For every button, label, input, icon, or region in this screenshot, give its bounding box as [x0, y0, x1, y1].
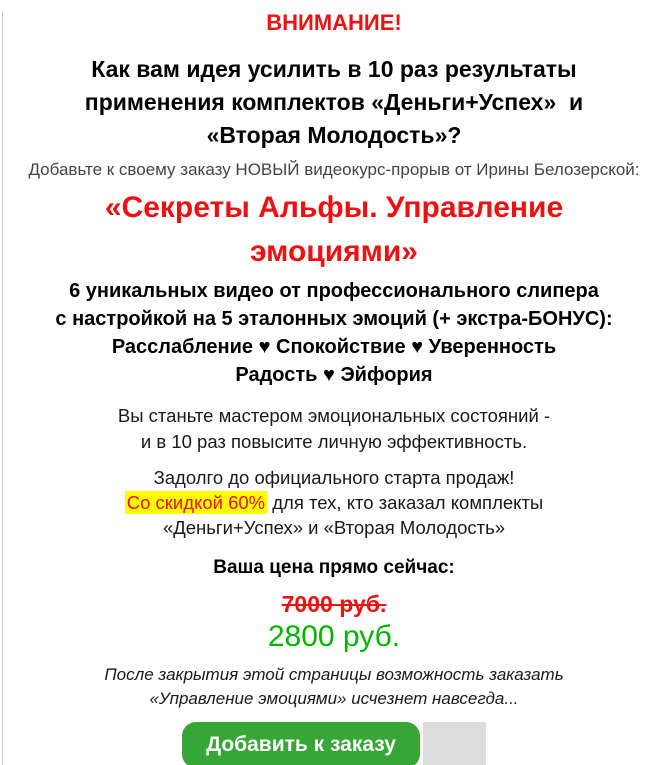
upsell-page — [2, 11, 665, 765]
main-headline — [3, 53, 665, 152]
benefit-line-1: Вы станьте мастером эмоциональных состояний - — [117, 405, 551, 426]
closing-note — [3, 663, 665, 711]
offer-line-1: Задолго до официального старта продаж! — [153, 467, 515, 488]
headline-line-2: применения комплектов «Деньги+Успех» и — [84, 89, 584, 115]
add-to-order-button[interactable]: Добавить к заказу — [182, 722, 420, 765]
features-line-4: Радость ♥ Эйфория — [235, 364, 433, 386]
offer-block — [3, 465, 665, 540]
features-block — [3, 277, 665, 389]
price-label: Ваша цена прямо сейчас: — [213, 557, 455, 578]
offer-line-3: «Деньги+Успех» и «Вторая Молодость» — [162, 517, 506, 538]
features-line-3: Расслабление ♥ Спокойствие ♥ Уверенность — [111, 336, 557, 358]
closing-line-1: После закрытия этой страницы возможность заказать — [104, 665, 564, 684]
course-title-line-2: эмоциями» — [249, 235, 418, 268]
discount-badge: Со скидкой 60% — [126, 492, 266, 513]
gray-placeholder-box — [423, 722, 486, 765]
course-title-line-1: «Секреты Альфы. Управление — [104, 191, 564, 224]
features-line-1: 6 уникальных видео от профессионального слипера — [69, 280, 599, 302]
intro-text: Добавьте к своему заказу НОВЫЙ видеокурс-прорыв от Ирины Белозерской: — [28, 160, 640, 179]
headline-line-3: «Вторая Молодость»? — [206, 122, 462, 148]
old-price: 7000 руб. — [281, 591, 387, 617]
offer-line-2-rest: для тех, кто заказал комплекты — [267, 492, 544, 513]
cta-row — [3, 722, 665, 765]
course-title — [3, 186, 665, 274]
closing-line-2: «Управление эмоциями» исчезнет навсегда... — [149, 689, 519, 708]
benefit-text — [3, 403, 665, 455]
features-line-2: с настройкой на 5 эталонных эмоций (+ экстра-БОНУС): — [55, 308, 613, 330]
headline-line-1: Как вам идея усилить в 10 раз результаты — [91, 56, 577, 82]
offer-line-2 — [3, 490, 665, 515]
benefit-line-2: и в 10 раз повысите личную эффективность. — [140, 431, 528, 452]
new-price: 2800 руб. — [267, 620, 401, 653]
attention-header: ВНИМАНИЕ! — [266, 10, 402, 35]
